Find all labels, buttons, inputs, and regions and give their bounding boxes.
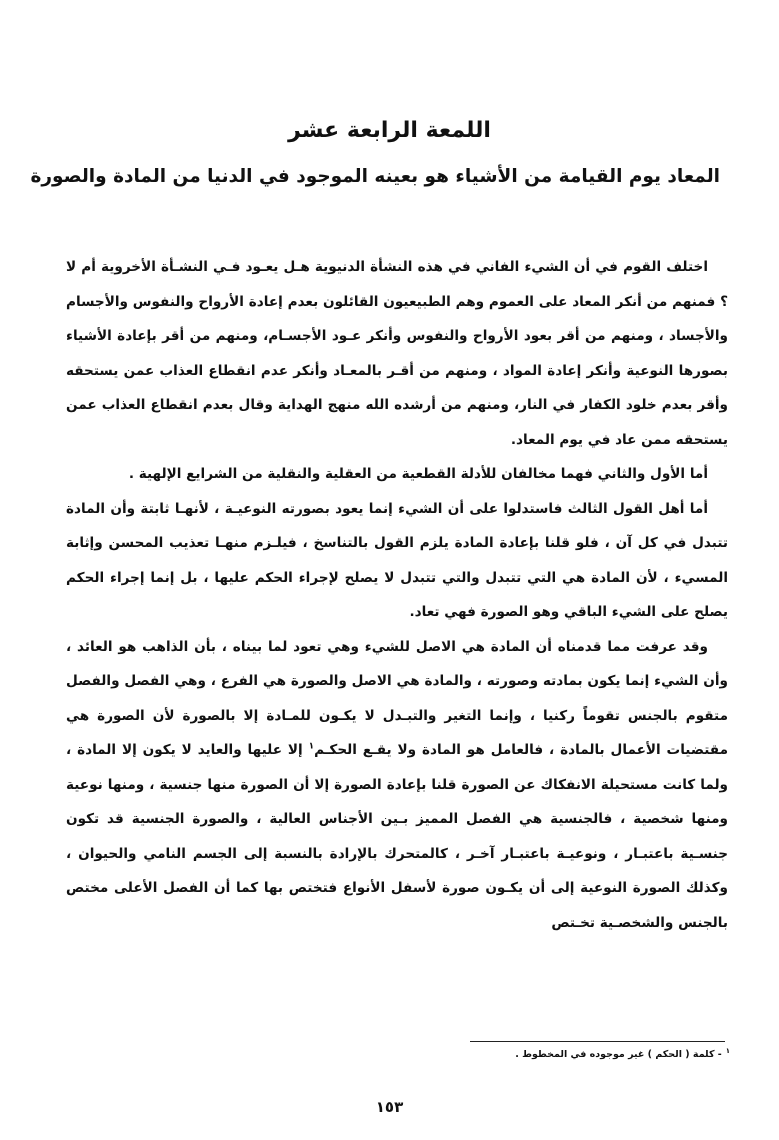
paragraph-3: أما أهل القول الثالث فاستدلوا على أن الشيء إنما يعود بصورته النوعيـة ، لأنهـا ثابتة وأن المادة تتبدل في كل آن ، فلو قلنا بإعادة المادة يلزم القول بالتناسخ ، فيلـزم منهـا تعذيب المحسن وإثابة المسيء ، لأن المادة هي التي تتبدل والتي تتبدل لا يصلح لإجراء الحكم عليها ، بل إنما إجراء الحكم يصلح على الشيء الباقي وهو الصورة فهي تعاد. [66, 500, 728, 620]
paragraph-2: أما الأول والثاني فهما مخالفان للأدلة القطعية من العقلية والنقلية من الشرايع الإلهية . [128, 466, 708, 482]
page-number: ١٥٣ [375, 1098, 404, 1116]
paragraph-4 [66, 630, 728, 941]
body-text [66, 250, 728, 940]
paragraph-1: اختلف القوم في أن الشيء الفاني في هذه النشأة الدنيوية هـل يعـود فـي النشـأة الأخروية أم لا ؟ فمنهم من أنكر المعاد على العموم وهم الطبيعيون القائلون بعدم إعادة الأرواح والنفوس والأجسام والأجساد ، ومنهم من أقر بعود الأرواح والنفوس وأنكر عـود الأجسـام، ومنهم من أقر بإعادة الأشياء بصورها النوعية وأنكر إعادة المواد ، ومنهم من أقـر بالمعـاد وأنكر عدم انقطاع العذاب عمن يستحقه وأقر بعدم خلود الكفار في النار، ومنهم من أرشده الله منهج الهداية وقال بعدم انقطاع العذاب عمن يستحقه ممن عاد في يوم المعاد. [66, 259, 728, 448]
footnote-text: - كلمة ( الحكم ) غير موجوده في المخطوط . [515, 1049, 722, 1061]
footnote-divider [470, 1041, 725, 1042]
page-subtitle: المعاد يوم القيامة من الأشياء هو بعينه الموجود في الدنيا من المادة والصورة [30, 166, 720, 187]
page-title: اللمعة الرابعة عشر [288, 118, 491, 143]
footnote [260, 1047, 730, 1060]
paragraph-4-continuation: إلا عليها والعايد لا يكون إلا المادة ، ولما كانت مستحيلة الانفكاك عن الصورة قلنا بإعادة الصورة إلا أن الصورة منها جنسية ، ومنها نوعية ومنها شخصية ، فالجنسية هي الفصل المميز بـين الأجناس العالية ، والصورة الجنسية قد تكون جنسـية باعتبـار ، ونوعيـة باعتبـار آخـر ، كالمتحرك بالإرادة بالنسبة إلى الجسم النامي والحيوان ، وكذلك الصورة النوعية إلى أن يكـون صورة لأسفل الأنواع فتختص بها كما أن الفصل الأعلى مختص بالجنس والشخصـية تخـتص [66, 742, 728, 931]
footnote-number: ١ [725, 1047, 730, 1055]
paragraph-4-text: وقد عرفت مما قدمناه أن المادة هي الاصل للشيء وهي تعود لما بيناه ، بأن الذاهب هو العائد ، وأن الشيء إنما يكون بمادته وصورته ، والمادة هي الاصل والصورة هي الفرع ، وهي الفصل والفصل متقوم بالجنس تقوماً ركنيا ، وإنما التغير والتبـدل لا يكـون للمـادة إلا بالصورة لأن الصورة هي مقتضيات الأعمال بالمادة ، فالعامل هو المادة ولا يقـع الحكـم [66, 638, 728, 758]
footnote-marker: ١ [308, 741, 315, 752]
